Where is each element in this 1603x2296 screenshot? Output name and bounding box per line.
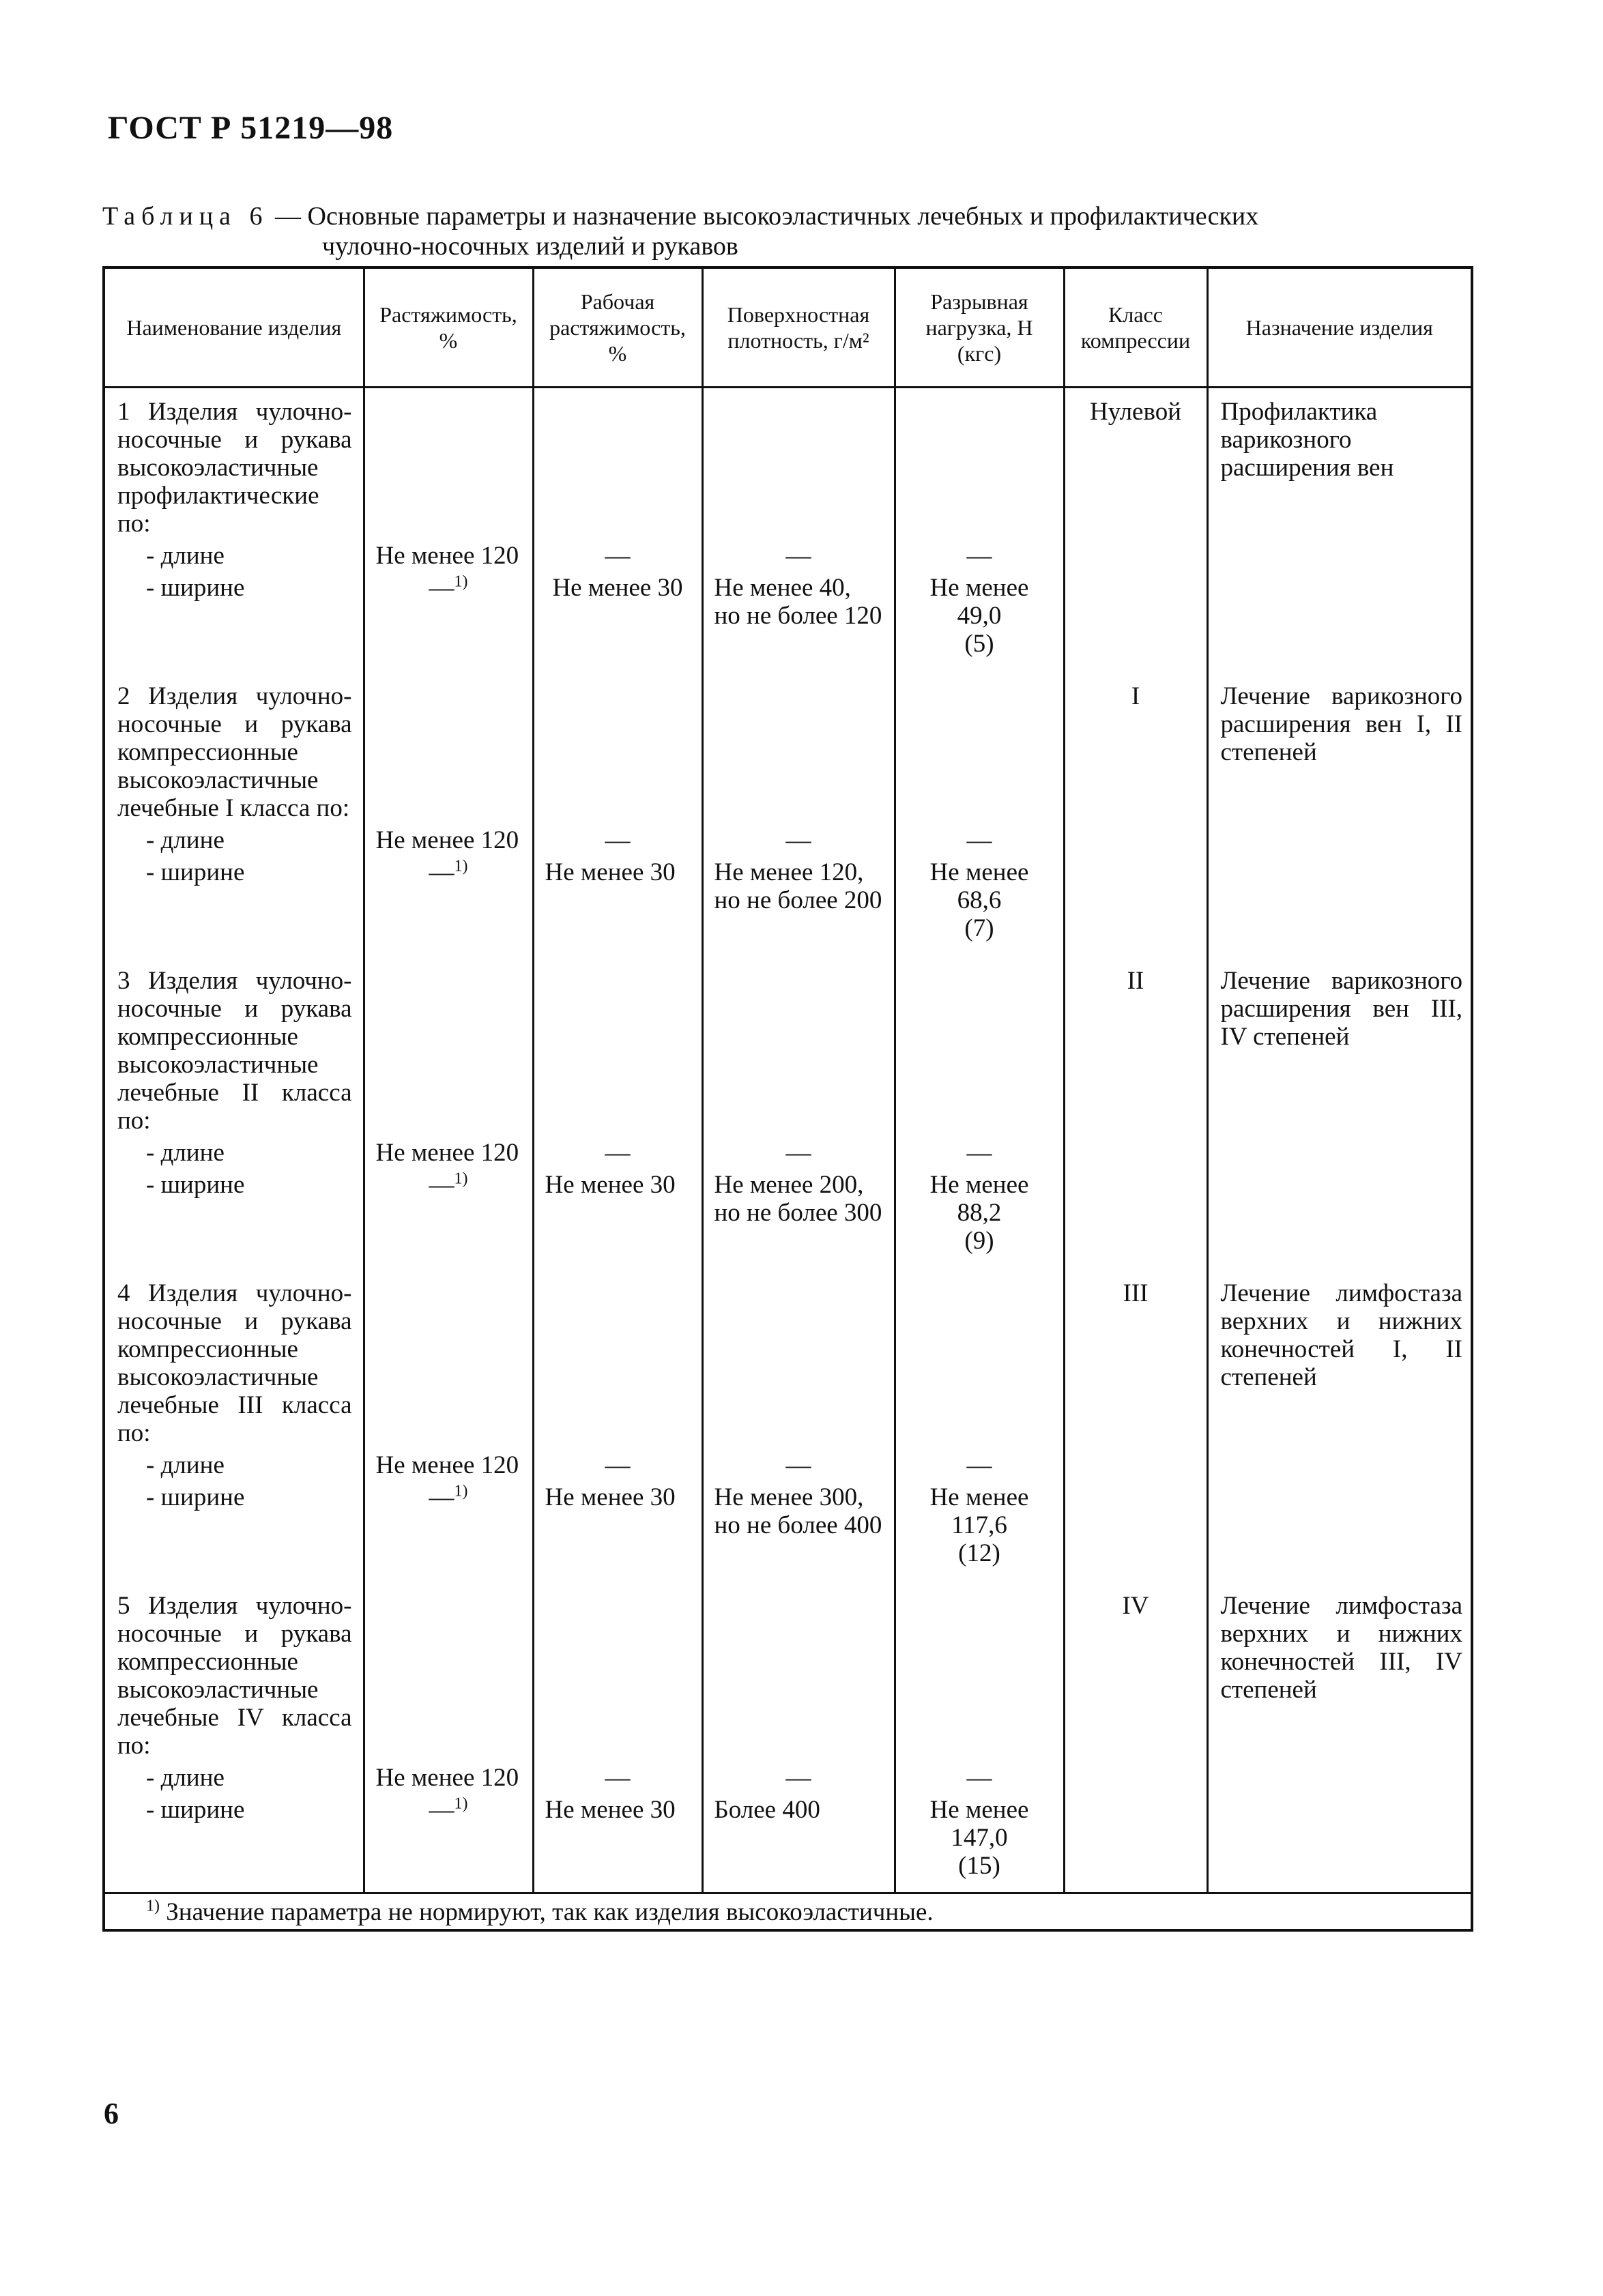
parameter-label: - ширине [104, 570, 364, 670]
column-header-breaking-load: Разрывная нагрузка, Н (кгс) [895, 267, 1064, 388]
column-header-stretch: Растяжимость, % [364, 267, 533, 388]
product-name: 3 Изделия чулочно-носочные и рукава компрессионные высокоэластичные лечебные II класса по: [104, 955, 364, 1135]
working-stretch-value: Не менее 30 [533, 854, 702, 955]
breaking-load-value: Не менее 147,0 (15) [895, 1792, 1064, 1893]
footnote-ref: 1) [454, 1169, 468, 1188]
column-header-compression-class: Класс компрессии [1064, 267, 1207, 388]
parameter-label: - длине [104, 822, 364, 854]
column-header-density: Поверхностная плотность, г/м² [702, 267, 895, 388]
stretch-value: —$^{1)}$ [364, 1479, 533, 1580]
working-stretch-value: Не менее 30 [533, 1792, 702, 1893]
density-value: — [702, 1135, 895, 1167]
density-value: Не менее 40, но не более 120 [702, 570, 895, 670]
parameter-label: - длине [104, 1760, 364, 1792]
compression-class: II [1064, 955, 1207, 1135]
table-row [104, 955, 1472, 1135]
compression-class: I [1064, 670, 1207, 822]
parameter-label: - ширине [104, 1792, 364, 1893]
breaking-load-value: — [895, 1447, 1064, 1479]
breaking-load-value: — [895, 822, 1064, 854]
breaking-load-value: Не менее 49,0 (5) [895, 570, 1064, 670]
page-number: 6 [104, 2097, 119, 2130]
table-caption-label: Таблица 6 [102, 202, 269, 231]
parameter-label: - ширине [104, 854, 364, 955]
table-caption [102, 201, 1488, 261]
table-caption-text: — Основные параметры и назначение высокоэластичных лечебных и профилактических [268, 202, 1259, 231]
working-stretch-value: — [533, 1447, 702, 1479]
breaking-load-value: — [895, 1135, 1064, 1167]
breaking-load-value: Не менее 117,6 (12) [895, 1479, 1064, 1580]
table-row [104, 854, 1472, 955]
density-value: Не менее 200, но не более 300 [702, 1167, 895, 1267]
product-purpose: Профилактика варикозного расширения вен [1207, 388, 1472, 538]
working-stretch-value: — [533, 822, 702, 854]
product-purpose: Лечение лимфостаза верхних и нижних конечностей III, IV степеней [1207, 1580, 1472, 1760]
table-row [104, 1135, 1472, 1167]
stretch-value: Не менее 120 [364, 1135, 533, 1167]
breaking-load-value: — [895, 1760, 1064, 1792]
footnote-mark: 1) [146, 1897, 160, 1915]
footnote-ref: 1) [454, 857, 468, 875]
density-value: Более 400 [702, 1792, 895, 1893]
footnote-ref: 1) [454, 572, 468, 591]
density-value: — [702, 1760, 895, 1792]
working-stretch-value: — [533, 538, 702, 570]
density-value: — [702, 822, 895, 854]
breaking-load-value: Не менее 68,6 (7) [895, 854, 1064, 955]
table-row [104, 1447, 1472, 1479]
table-row [104, 1580, 1472, 1760]
product-name: 4 Изделия чулочно-носочные и рукава компрессионные высокоэластичные лечебные III класса по: [104, 1267, 364, 1447]
working-stretch-value: — [533, 1135, 702, 1167]
density-value: — [702, 538, 895, 570]
footnote-ref: 1) [454, 1482, 468, 1500]
table-caption-continuation: чулочно-носочных изделий и рукавов [322, 232, 738, 261]
table-header-row [104, 267, 1472, 388]
stretch-value: Не менее 120 [364, 1447, 533, 1479]
stretch-value: Не менее 120 [364, 1760, 533, 1792]
stretch-value: Не менее 120 [364, 822, 533, 854]
table-row [104, 538, 1472, 570]
product-purpose: Лечение варикозного расширения вен III, IV степеней [1207, 955, 1472, 1135]
working-stretch-value: — [533, 1760, 702, 1792]
density-value: Не менее 120, но не более 200 [702, 854, 895, 955]
product-name: 5 Изделия чулочно-носочные и рукава компрессионные высокоэластичные лечебные IV класса по: [104, 1580, 364, 1760]
column-header-name: Наименование изделия [104, 267, 364, 388]
product-purpose: Лечение варикозного расширения вен I, II степеней [1207, 670, 1472, 822]
column-header-working-stretch: Рабочая растяжимость, % [533, 267, 702, 388]
column-header-purpose: Назначение изделия [1207, 267, 1472, 388]
stretch-value: Не менее 120 [364, 538, 533, 570]
table-row [104, 1479, 1472, 1580]
stretch-value: —$^{1)}$ [364, 1792, 533, 1893]
working-stretch-value: Не менее 30 [533, 1167, 702, 1267]
table-row [104, 822, 1472, 854]
density-value: Не менее 300, но не более 400 [702, 1479, 895, 1580]
table-row [104, 1267, 1472, 1447]
table-container [102, 266, 1471, 1932]
product-name: 1 Изделия чулочно-носочные и рукава высокоэластичные профилактические по: [104, 388, 364, 538]
density-value: — [702, 1447, 895, 1479]
table-row [104, 670, 1472, 822]
footnote-text: Значение параметра не нормируют, так как изделия высокоэластичные. [160, 1898, 934, 1926]
parameter-label: - ширине [104, 1479, 364, 1580]
table-row [104, 570, 1472, 670]
parameter-label: - ширине [104, 1167, 364, 1267]
breaking-load-value: — [895, 538, 1064, 570]
table-row [104, 1167, 1472, 1267]
compression-class: IV [1064, 1580, 1207, 1760]
table-footnote [104, 1893, 1472, 1931]
table-row [104, 1792, 1472, 1893]
parameter-label: - длине [104, 1447, 364, 1479]
stretch-value: —$^{1)}$ [364, 854, 533, 955]
stretch-value: —$^{1)}$ [364, 570, 533, 670]
working-stretch-value: Не менее 30 [533, 1479, 702, 1580]
product-purpose: Лечение лимфостаза верхних и нижних конечностей I, II степеней [1207, 1267, 1472, 1447]
stretch-value: —$^{1)}$ [364, 1167, 533, 1267]
compression-class: Нулевой [1064, 388, 1207, 538]
product-name: 2 Изделия чулочно-носочные и рукава компрессионные высокоэластичные лечебные I класса по: [104, 670, 364, 822]
compression-class: III [1064, 1267, 1207, 1447]
table-row [104, 1760, 1472, 1792]
table-row [104, 388, 1472, 538]
footnote-ref: 1) [454, 1794, 468, 1813]
working-stretch-value: Не менее 30 [533, 570, 702, 670]
parameter-label: - длине [104, 538, 364, 570]
parameters-table [102, 266, 1473, 1932]
breaking-load-value: Не менее 88,2 (9) [895, 1167, 1064, 1267]
table-footnote-row [104, 1893, 1472, 1931]
parameter-label: - длине [104, 1135, 364, 1167]
document-code: ГОСТ Р 51219—98 [108, 110, 394, 146]
